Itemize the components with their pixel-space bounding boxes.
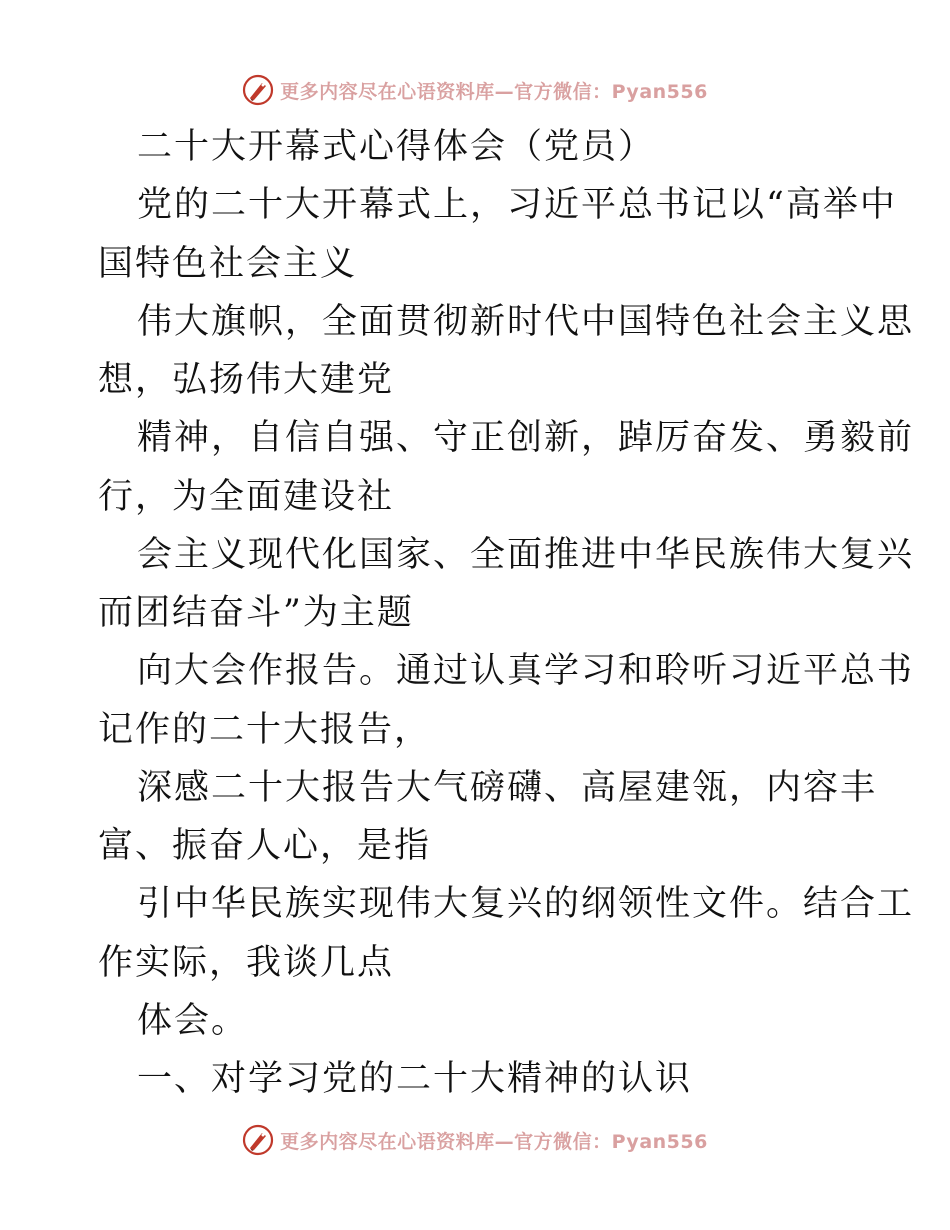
paragraph-line: 富、振奋人心，是指 [98,826,432,866]
document-title: 二十大开幕式心得体会（党员） [137,127,656,167]
paragraph-line: 引中华民族实现伟大复兴的纲领性文件。结合工 [137,884,915,924]
paragraph-line: 国特色社会主义 [98,244,358,284]
paragraph-line: 而团结奋斗”为主题 [98,593,414,633]
paragraph-line: 深感二十大报告大气磅礴、高屋建瓴，内容丰 [137,768,878,808]
watermark-text: 更多内容尽在心语资料库—官方微信：Pyan556 [280,1130,708,1153]
paragraph-line: 精神，自信自强、守正创新，踔厉奋发、勇毅前 [137,418,915,458]
pen-nib-icon [242,74,274,106]
paragraph-line: 党的二十大开幕式上，习近平总书记以“高举中 [137,185,897,225]
paragraph-line: 作实际，我谈几点 [98,943,395,983]
paragraph-line: 行，为全面建设社 [98,477,395,517]
section-heading: 一、对学习党的二十大精神的认识 [137,1059,693,1099]
paragraph-line: 会主义现代化国家、全面推进中华民族伟大复兴 [137,535,915,575]
header-watermark [0,70,950,110]
watermark-text: 更多内容尽在心语资料库—官方微信：Pyan556 [280,80,708,103]
footer-watermark [0,1120,950,1160]
paragraph-line: 向大会作报告。通过认真学习和聆听习近平总书 [137,651,915,691]
paragraph-line: 伟大旗帜，全面贯彻新时代中国特色社会主义思 [137,302,915,342]
pen-nib-icon [242,1124,274,1156]
paragraph-line: 记作的二十大报告， [98,710,432,750]
paragraph-line: 想，弘扬伟大建党 [98,360,395,400]
paragraph-line: 体会。 [137,1001,249,1041]
